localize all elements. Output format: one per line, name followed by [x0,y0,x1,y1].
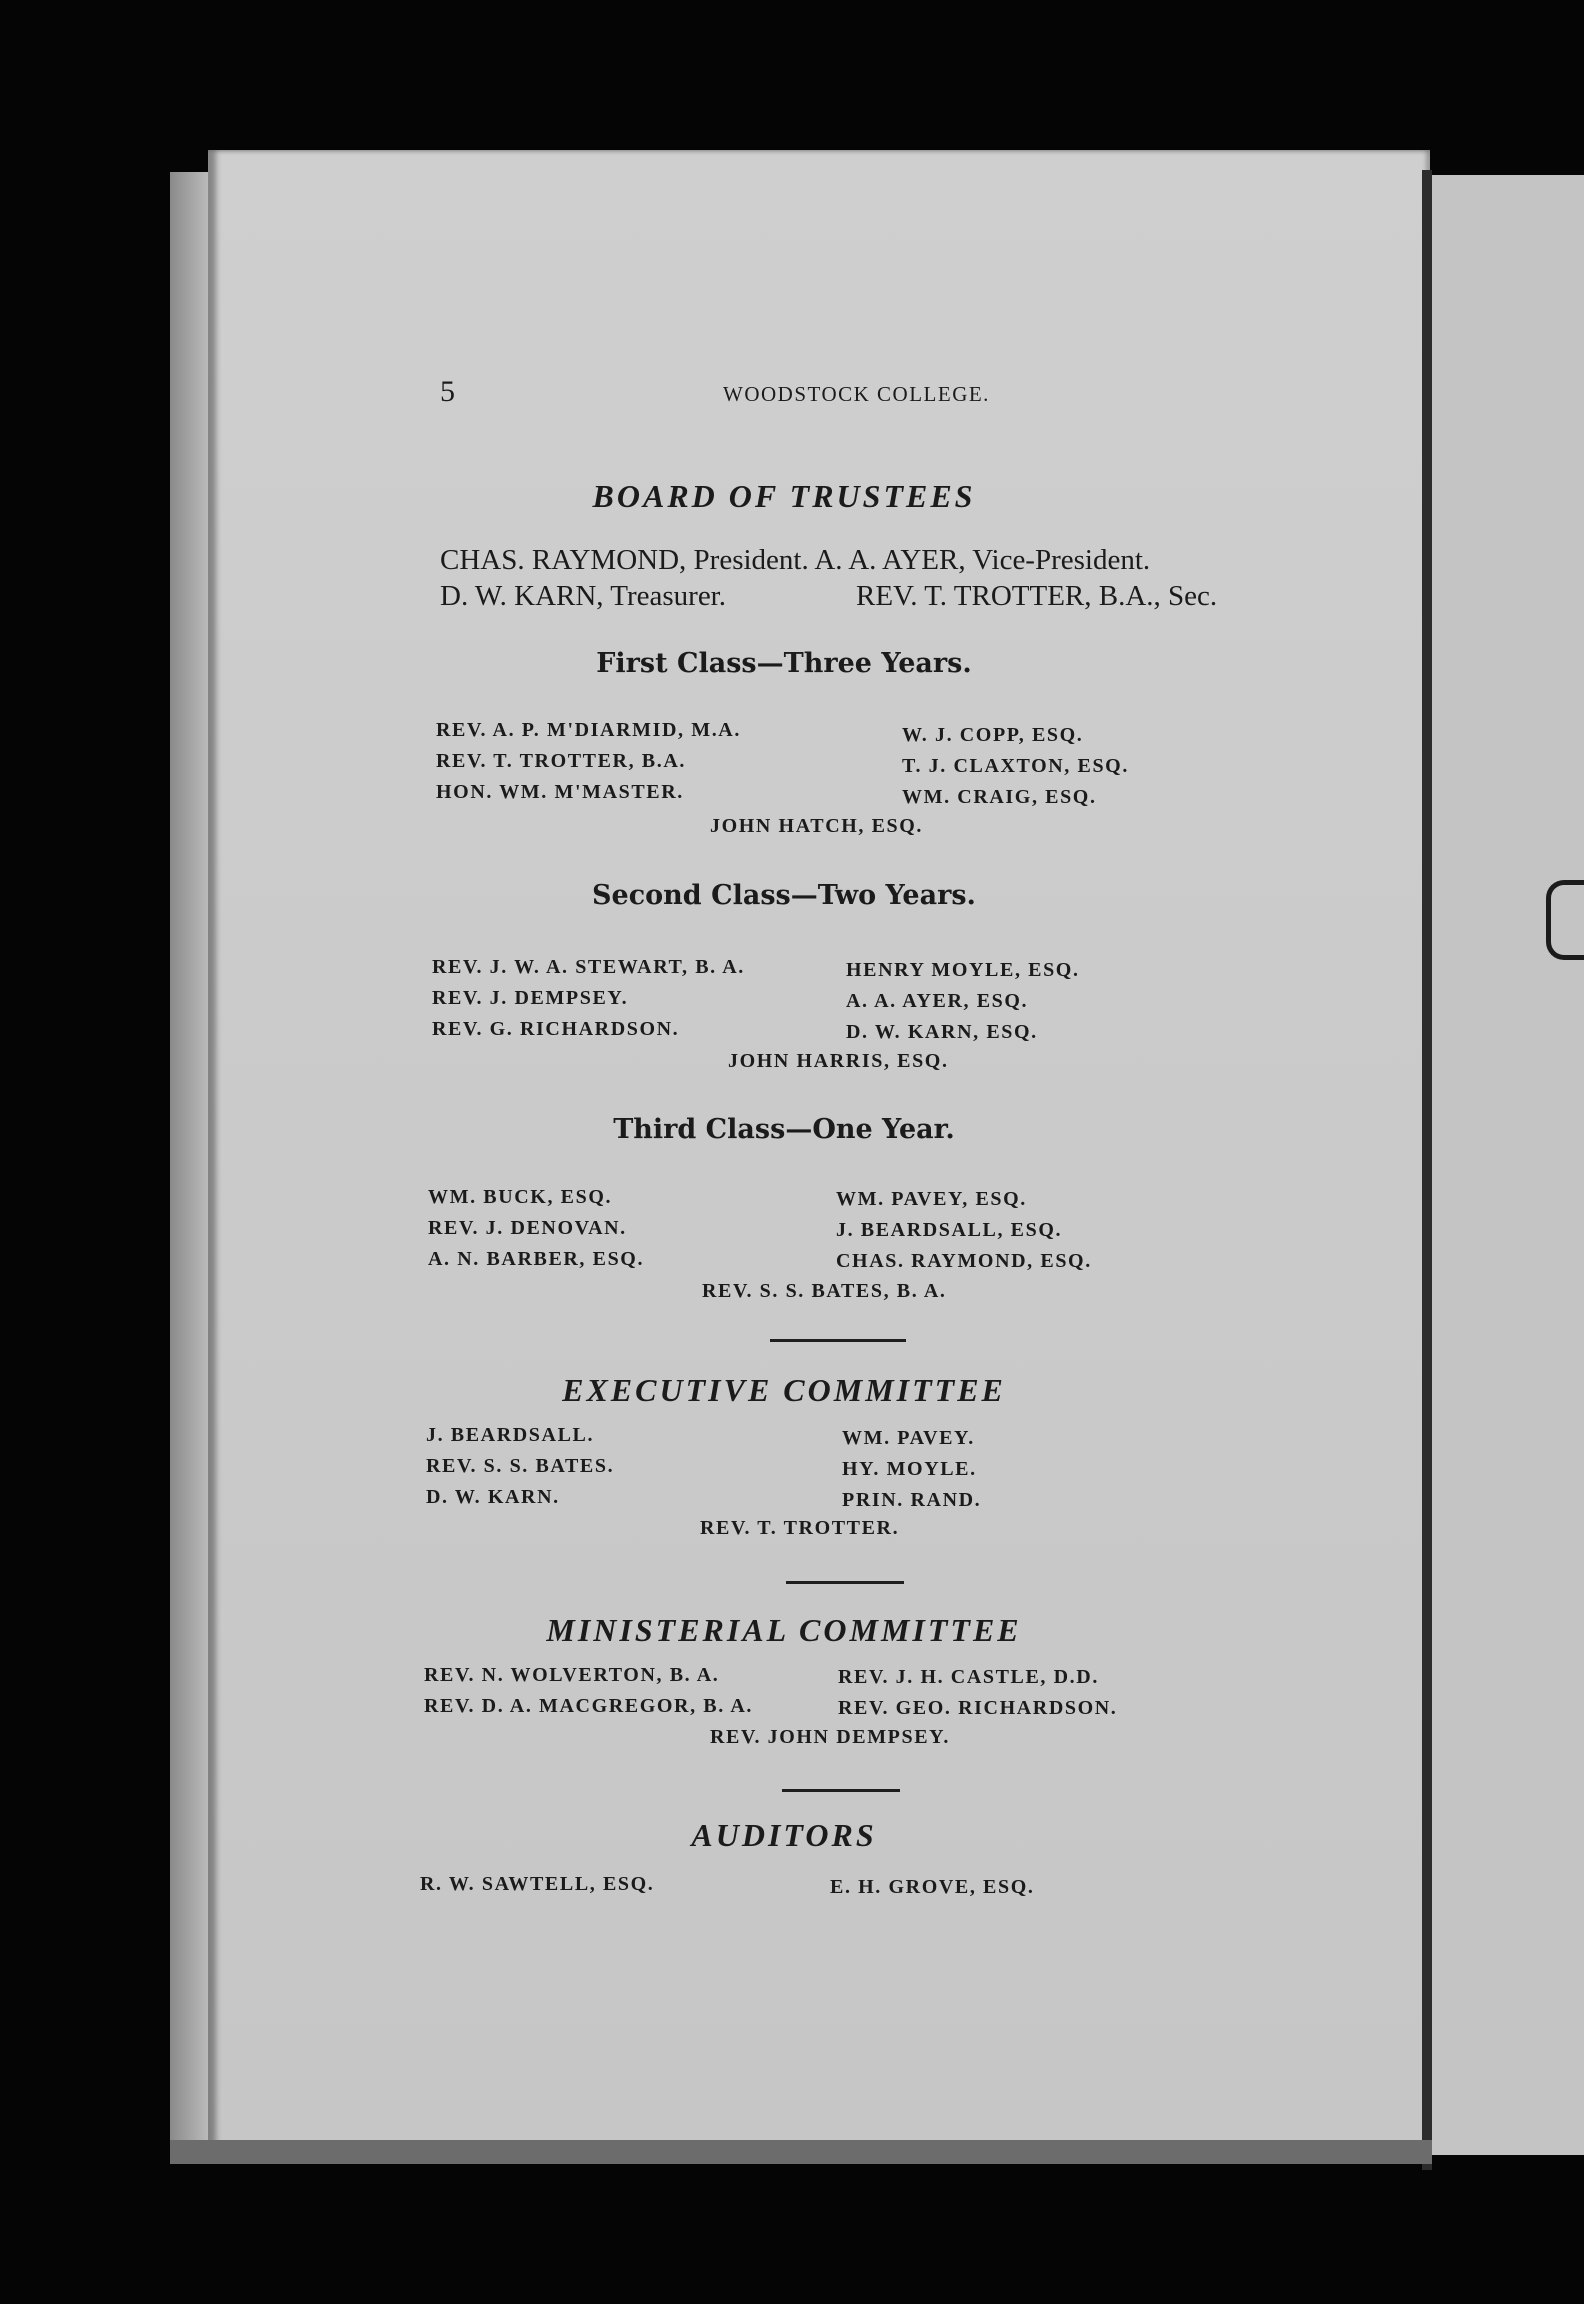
second-class-left-list [432,952,745,1045]
list-item: REV. N. WOLVERTON, B. A. [424,1664,720,1686]
auditor-left: R. W. SAWTELL, ESQ. [420,1873,655,1895]
second-class-center-name: JOHN HARRIS, ESQ. [728,1050,949,1072]
executive-right-list [842,1423,981,1516]
list-item: PRIN. RAND. [842,1489,982,1511]
list-item: REV. J. DEMPSEY. [432,987,629,1009]
section-divider [770,1339,906,1342]
third-class-left-list [428,1182,644,1275]
list-item: REV. T. TROTTER, B.A. [436,750,686,772]
page-bottom-edge [170,2140,1432,2164]
second-class-right-list [846,955,1080,1048]
second-class-heading: Second Class—Two Years. [592,880,976,911]
ministerial-center-name: REV. JOHN DEMPSEY. [710,1726,950,1748]
list-item: D. W. KARN, ESQ. [846,1021,1038,1043]
list-item: REV. J. W. A. STEWART, B. A. [432,956,745,978]
section-divider [782,1789,900,1792]
list-item: REV. S. S. BATES. [426,1455,615,1477]
board-title: BOARD OF TRUSTEES [592,478,976,514]
list-item: J. BEARDSALL. [426,1424,595,1446]
executive-title: EXECUTIVE COMMITTEE [562,1372,1006,1408]
first-class-right-list [902,720,1129,813]
third-class-right-list [836,1184,1092,1277]
officers-secretary: REV. T. TROTTER, B.A., Sec. [856,580,1218,612]
section-divider [786,1581,904,1584]
list-item: REV. G. RICHARDSON. [432,1018,680,1040]
third-class-center-name: REV. S. S. BATES, B. A. [702,1280,947,1302]
page-fold-shadow [1422,170,1432,2170]
list-item: REV. GEO. RICHARDSON. [838,1697,1118,1719]
list-item: WM. PAVEY. [842,1427,975,1449]
list-item: J. BEARDSALL, ESQ. [836,1219,1063,1241]
executive-center-name: REV. T. TROTTER. [700,1517,900,1539]
adjacent-page-fragment [1546,880,1584,960]
list-item: REV. A. P. M'DIARMID, M.A. [436,719,741,741]
list-item: REV. J. H. CASTLE, D.D. [838,1666,1099,1688]
ministerial-right-list [838,1662,1117,1724]
list-item: HON. WM. M'MASTER. [436,781,684,803]
officers-treasurer: D. W. KARN, Treasurer. [440,580,726,612]
list-item: WM. BUCK, ESQ. [428,1186,613,1208]
third-class-heading: Third Class—One Year. [613,1114,955,1145]
list-item: A. N. BARBER, ESQ. [428,1248,645,1270]
first-class-heading: First Class—Three Years. [596,648,972,679]
ministerial-left-list [424,1660,753,1722]
scanned-page [208,150,1430,2160]
running-title: WOODSTOCK COLLEGE. [723,382,990,406]
first-class-left-list [436,715,741,808]
list-item: WM. CRAIG, ESQ. [902,786,1097,808]
auditors-title: AUDITORS [691,1817,877,1853]
list-item: D. W. KARN. [426,1486,560,1508]
executive-left-list [426,1420,614,1513]
list-item: REV. J. DENOVAN. [428,1217,627,1239]
list-item: HY. MOYLE. [842,1458,977,1480]
adjacent-page [1432,175,1584,2155]
auditor-right: E. H. GROVE, ESQ. [830,1876,1035,1898]
list-item: HENRY MOYLE, ESQ. [846,959,1080,981]
ministerial-title: MINISTERIAL COMMITTEE [546,1612,1022,1648]
list-item: T. J. CLAXTON, ESQ. [902,755,1129,777]
list-item: CHAS. RAYMOND, ESQ. [836,1250,1092,1272]
first-class-center-name: JOHN HATCH, ESQ. [710,815,924,837]
list-item: REV. D. A. MACGREGOR, B. A. [424,1695,753,1717]
list-item: A. A. AYER, ESQ. [846,990,1029,1012]
list-item: WM. PAVEY, ESQ. [836,1188,1027,1210]
page-binding-edge [170,172,210,2162]
officers-line-1: CHAS. RAYMOND, President. A. A. AYER, Vice-President. [440,544,1151,576]
list-item: W. J. COPP, ESQ. [902,724,1084,746]
page-number: 5 [440,375,455,408]
